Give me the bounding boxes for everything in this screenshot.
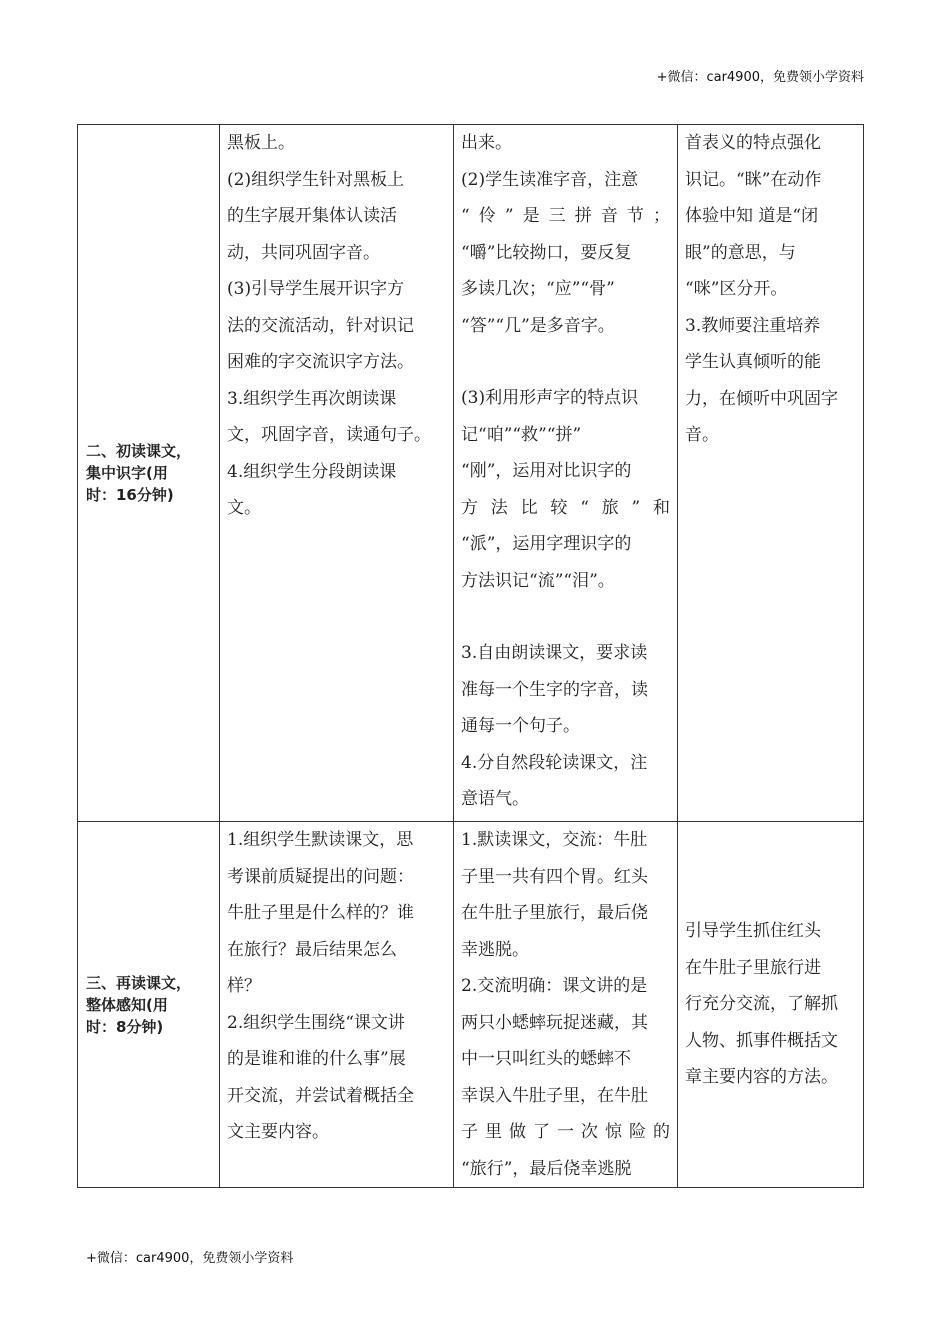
stage-line: 时：8分钟) bbox=[86, 1017, 164, 1036]
text-line: “派”，运用字理识字的 bbox=[461, 534, 632, 554]
text-line: 法的交流活动，针对识记 bbox=[227, 315, 414, 336]
text-line: 行充分交流，了解抓 bbox=[685, 994, 838, 1015]
text-line: (2)学生读准字音，注意 bbox=[461, 169, 639, 190]
design-notes-cell bbox=[678, 125, 864, 822]
text-line: 引导学生抓住红头 bbox=[685, 921, 821, 942]
blank-line bbox=[461, 344, 670, 380]
text-line: 力，在倾听中巩固字 bbox=[685, 388, 838, 409]
text-line: 文，巩固字音，读通句子。 bbox=[227, 425, 431, 445]
text-line: 眼”的意思，与 bbox=[685, 242, 796, 263]
text-line: 出来。 bbox=[461, 133, 512, 153]
text-line: 文主要内容。 bbox=[227, 1122, 329, 1142]
text-line: 2.组织学生围绕“课文讲 bbox=[227, 1012, 405, 1033]
text-line: 幸逃脱。 bbox=[461, 939, 529, 960]
text-line: “答”“几”是多音字。 bbox=[461, 315, 615, 336]
text-line: 两只小蟋蟀玩捉迷藏，其 bbox=[461, 1012, 648, 1033]
table-row-second-reading bbox=[78, 822, 864, 1188]
text-line: 在牛肚子里旅行进 bbox=[685, 957, 821, 978]
student-activity-cell bbox=[454, 822, 678, 1188]
design-notes-cell bbox=[678, 822, 864, 1188]
table-row-initial-reading bbox=[78, 125, 864, 822]
text-line: 牛肚子里是什么样的？谁 bbox=[227, 903, 414, 923]
text-line: (3)引导学生展开识字方 bbox=[227, 279, 405, 299]
text-line: 4.组织学生分段朗读课 bbox=[227, 461, 397, 482]
stage-line: 三、再读课文， bbox=[86, 973, 192, 992]
text-line: 在旅行？最后结果怎么 bbox=[227, 939, 397, 960]
text-line: 3.教师要注重培养 bbox=[685, 315, 821, 336]
footer-watermark-note: +微信：car4900，免费领小学资料 bbox=[86, 1251, 294, 1266]
text-line: 体验中知 道是“闭 bbox=[685, 206, 819, 226]
stage-line: 时：16分钟) bbox=[86, 486, 174, 504]
text-line: 识记。“眯”在动作 bbox=[685, 169, 822, 190]
text-line: “伶”是三拼音节； bbox=[461, 206, 670, 226]
header-watermark-note: +微信：car4900，免费领小学资料 bbox=[656, 70, 864, 85]
text-line: 1.组织学生默读课文，思 bbox=[227, 830, 414, 850]
text-line: (2)组织学生针对黑板上 bbox=[227, 169, 405, 190]
text-line: 1.默读课文，交流：牛肚 bbox=[461, 830, 648, 850]
text-line: 记“咱”“救”“拼” bbox=[461, 424, 582, 445]
text-line: 样？ bbox=[227, 976, 261, 996]
stage-cell-initial-reading bbox=[78, 125, 220, 822]
text-line: 多读几次；“应”“骨” bbox=[461, 279, 615, 299]
text-line: 意语气。 bbox=[461, 789, 529, 809]
text-line: 学生认真倾听的能 bbox=[685, 352, 821, 372]
text-line: 准每一个生字的字音，读 bbox=[461, 679, 648, 700]
text-line: “嚼”比较拗口，要反复 bbox=[461, 242, 632, 263]
text-line: “咪”区分开。 bbox=[685, 279, 788, 299]
teacher-activity-cell bbox=[220, 822, 454, 1188]
text-line: 子里一共有四个胃。红头 bbox=[461, 866, 648, 887]
stage-cell-second-reading bbox=[78, 822, 220, 1188]
text-line: 章主要内容的方法。 bbox=[685, 1067, 838, 1088]
text-line: “旅行”，最后侥幸逃脱 bbox=[461, 1158, 632, 1179]
stage-line: 整体感知(用 bbox=[86, 995, 168, 1014]
student-activity-cell bbox=[454, 125, 678, 822]
text-line: 方法比较“旅”和 bbox=[461, 497, 670, 518]
text-line: 动，共同巩固字音。 bbox=[227, 242, 380, 263]
text-line: 在牛肚子里旅行，最后侥 bbox=[461, 903, 648, 923]
text-line: 2.交流明确：课文讲的是 bbox=[461, 976, 648, 996]
lesson-plan-table bbox=[77, 124, 864, 1188]
teacher-activity-cell bbox=[220, 125, 454, 822]
text-line: 通每一个句子。 bbox=[461, 716, 580, 736]
text-line: 音。 bbox=[685, 425, 719, 445]
text-line: 的是谁和谁的什么事”展 bbox=[227, 1049, 406, 1069]
text-line: 考课前质疑提出的问题： bbox=[227, 866, 414, 887]
text-line: 子里做了一次惊险的 bbox=[461, 1122, 670, 1142]
text-line: 幸误入牛肚子里，在牛肚 bbox=[461, 1085, 648, 1106]
text-line: 人物、抓事件概括文 bbox=[685, 1030, 838, 1051]
text-line: 中一只叫红头的蟋蟀不 bbox=[461, 1049, 631, 1069]
text-line: “刚”，运用对比识字的 bbox=[461, 461, 632, 481]
text-line: 文。 bbox=[227, 498, 261, 518]
text-line: 的生字展开集体认读活 bbox=[227, 206, 397, 226]
text-line: 4.分自然段轮读课文，注 bbox=[461, 752, 648, 773]
text-line: 困难的字交流识字方法。 bbox=[227, 352, 414, 372]
text-line: 方法识记“流”“泪”。 bbox=[461, 570, 615, 591]
text-line: (3)利用形声字的特点识 bbox=[461, 388, 639, 408]
text-line: 开交流，并尝试着概括全 bbox=[227, 1085, 414, 1106]
stage-line: 集中识字(用 bbox=[86, 464, 168, 482]
blank-line bbox=[461, 599, 670, 635]
text-line: 3.组织学生再次朗读课 bbox=[227, 388, 397, 409]
text-line: 黑板上。 bbox=[227, 133, 295, 153]
stage-line: 二、初读课文， bbox=[86, 442, 192, 460]
text-line: 3.自由朗读课文，要求读 bbox=[461, 643, 648, 663]
text-line: 首表义的特点强化 bbox=[685, 133, 821, 153]
